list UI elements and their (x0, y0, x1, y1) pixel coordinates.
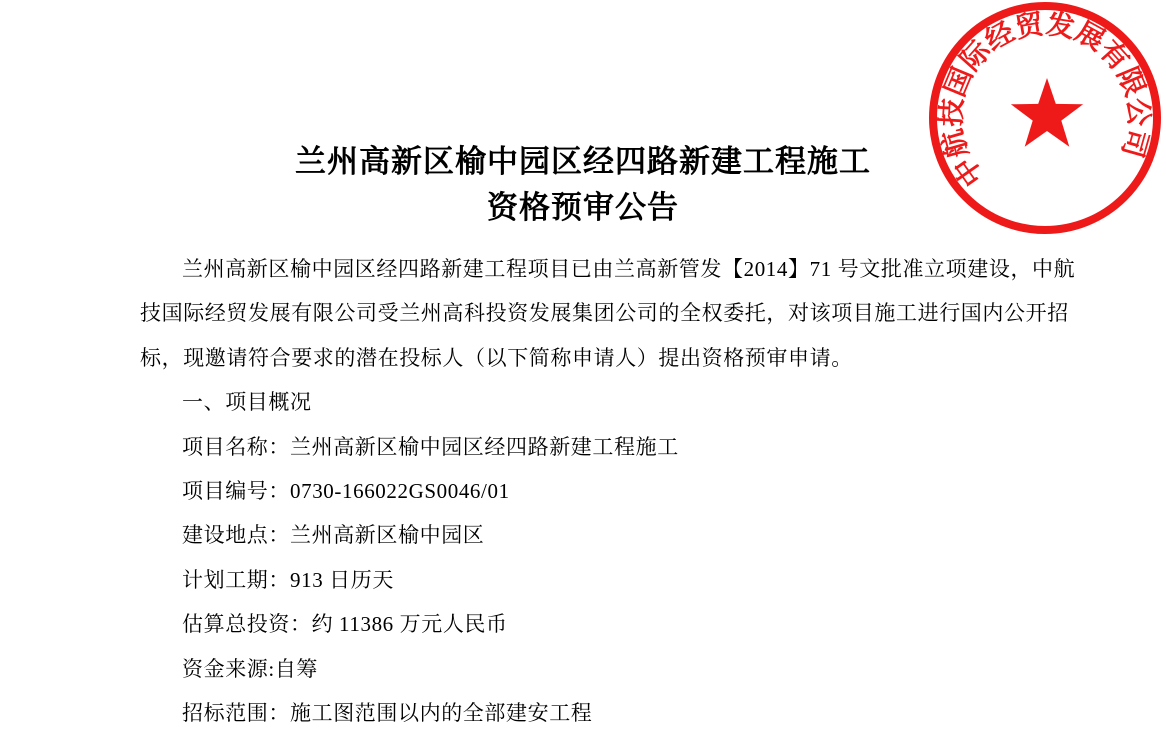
item-project-name: 项目名称：兰州高新区榆中园区经四路新建工程施工 (182, 434, 679, 459)
seal-company-text: 中航技国际经贸发展有限公司 (935, 8, 1155, 193)
intro-line-1: 兰州高新区榆中园区经四路新建工程项目已由兰高新管发【2014】71 号文批准立项建设，中航 (182, 257, 1076, 281)
title-line-1: 兰州高新区榆中园区经四路新建工程施工 (295, 144, 871, 179)
intro-line-3: 标，现邀请符合要求的潜在投标人（以下简称申请人）提出资格预审申请。 (140, 345, 853, 370)
item-project-number: 项目编号：0730-166022GS0046/01 (182, 479, 510, 504)
intro-paragraph (140, 247, 1100, 380)
section-heading: 一、项目概况 (182, 390, 312, 415)
title-line-2: 资格预审公告 (487, 190, 679, 225)
item-funding-source: 资金来源:自筹 (182, 656, 319, 681)
item-bid-scope: 招标范围：施工图范围以内的全部建安工程 (182, 701, 593, 726)
intro-line-2: 技国际经贸发展有限公司受兰州高科投资发展集团公司的全权委托，对该项目施工进行国内公开招 (140, 301, 1069, 326)
item-duration: 计划工期：913 日历天 (182, 567, 394, 592)
document-body (140, 247, 1100, 733)
item-investment: 估算总投资：约 11386 万元人民币 (182, 612, 508, 637)
seal-star-icon (1011, 78, 1083, 147)
company-seal (925, 0, 1165, 238)
item-location: 建设地点：兰州高新区榆中园区 (182, 523, 485, 548)
